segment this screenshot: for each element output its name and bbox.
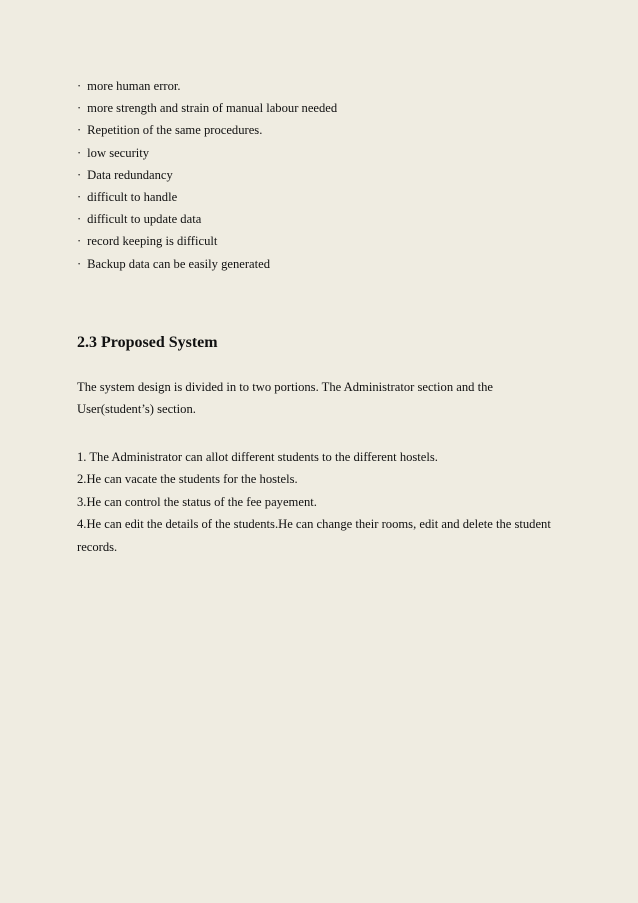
intro-paragraph	[77, 376, 557, 421]
section-heading: 2.3 Proposed System	[77, 334, 218, 351]
bullet-icon: ·	[77, 256, 82, 271]
list-item-text: Backup data can be easily generated	[87, 256, 271, 271]
list-item-text: difficult to update data	[87, 212, 202, 227]
feature-item: 4.He can edit the details of the students.He can change their rooms, edit and delete the student records.	[77, 517, 551, 554]
bullet-icon: ·	[77, 123, 82, 138]
list-item-text: more human error.	[87, 79, 181, 93]
list-item	[77, 75, 577, 97]
list-item	[77, 208, 577, 230]
bullet-icon: ·	[77, 101, 82, 116]
list-item	[77, 164, 577, 186]
list-item	[77, 97, 577, 119]
list-item	[77, 253, 577, 275]
bullet-icon: ·	[77, 145, 82, 160]
feature-item: 3.He can control the status of the fee payement.	[77, 494, 317, 509]
bullet-icon: ·	[77, 189, 82, 204]
bullet-icon: ·	[77, 79, 82, 93]
intro-line-1: The system design is divided in to two portions. The Administrator section and the	[77, 380, 494, 394]
list-item-text: record keeping is difficult	[87, 234, 218, 249]
list-item-text: difficult to handle	[87, 189, 178, 204]
list-item	[77, 142, 577, 164]
list-item-text: Data redundancy	[87, 167, 173, 182]
features-list	[77, 446, 567, 558]
list-item-text: more strength and strain of manual labour needed	[87, 101, 338, 116]
intro-line-2: User(student’s) section.	[77, 402, 196, 417]
list-item-text: Repetition of the same procedures.	[87, 123, 263, 138]
list-item	[77, 186, 577, 208]
bullet-icon: ·	[77, 234, 82, 249]
list-item	[77, 230, 577, 252]
bullet-icon: ·	[77, 212, 82, 227]
list-item	[77, 119, 577, 141]
feature-item: 2.He can vacate the students for the hostels.	[77, 472, 298, 487]
list-item-text: low security	[87, 145, 150, 160]
feature-item: 1. The Administrator can allot different students to the different hostels.	[77, 450, 438, 464]
bullet-icon: ·	[77, 167, 82, 182]
disadvantages-list	[77, 75, 577, 275]
